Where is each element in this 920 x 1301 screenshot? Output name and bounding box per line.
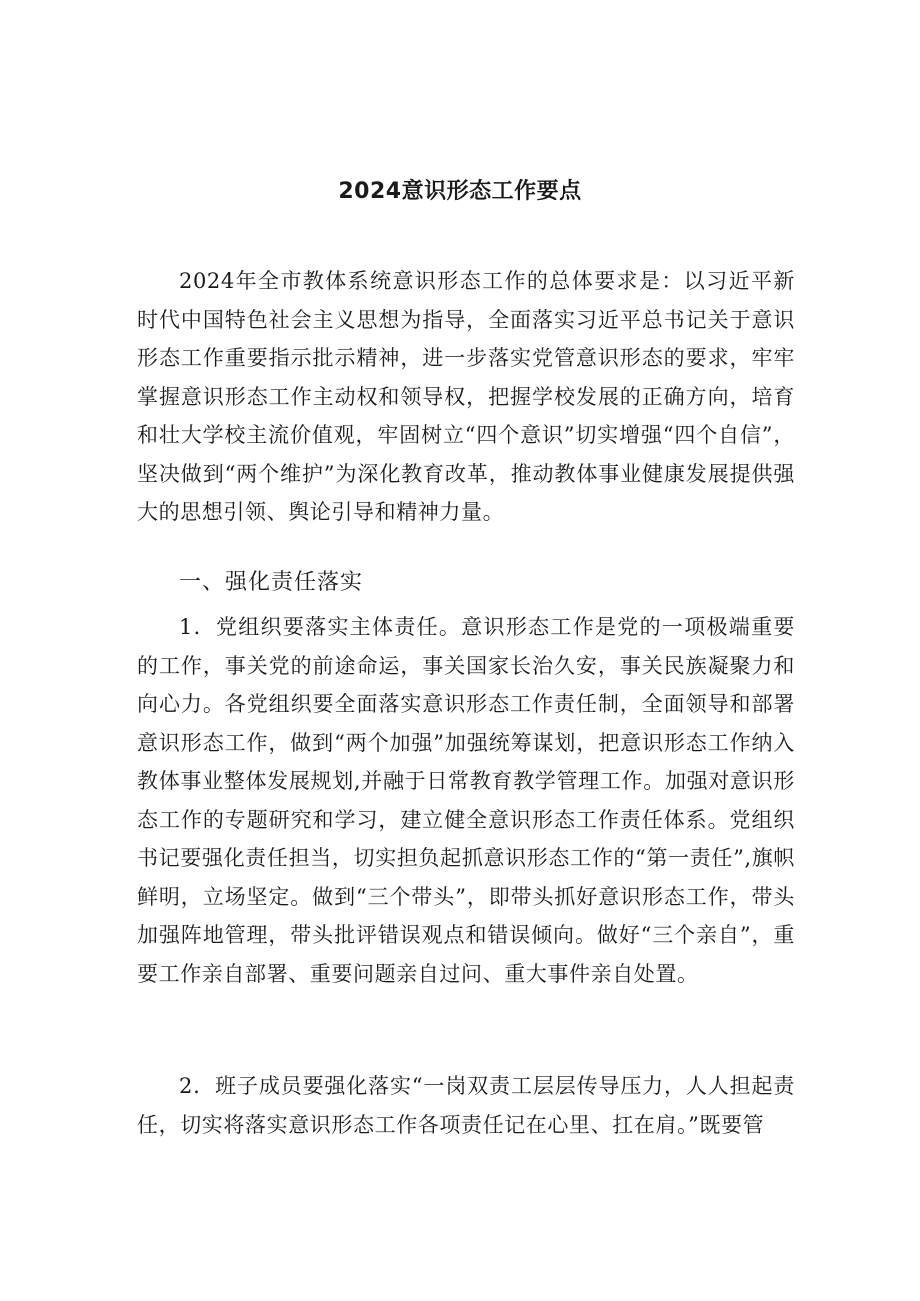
- intro-paragraph: 2024年全市教体系统意识形态工作的总体要求是：以习近平新时代中国特色社会主义思想为指导，全面落实习近平总书记关于意识形态工作重要指示批示精神，进一步落实党管意识形态的要求，牢牢掌握意识形态工作主动权和领导权，把握学校发展的正确方向，培育和壮大学校主流价值观，牢固树立“四个意识”切实增强“四个自信”，坚决做到“两个维护”为深化教育改革，推动教体事业健康发展提供强大的思想引领、舆论引导和精神力量。: [137, 269, 795, 524]
- document-title: 2024意识形态工作要点: [338, 179, 582, 204]
- section-heading: 一、强化责任落实: [179, 570, 364, 595]
- item-1-paragraph: 1．党组织要落实主体责任。意识形态工作是党的一项极端重要的工作，事关党的前途命运，事关国家长治久安，事关民族凝聚力和向心力。各党组织要全面落实意识形态工作责任制，全面领导和部署意识形态工作，做到“两个加强”加强统筹谋划，把意识形态工作纳入教体事业整体发展规划,并融于日常教育教学管理工作。加强对意识形态工作的专题研究和学习，建立健全意识形态工作责任体系。党组织书记要强化责任担当，切实担负起抓意识形态工作的“第一责任”,旗帜鲜明，立场坚定。做到“三个带头”，即带头抓好意识形态工作，带头加强阵地管理，带头批评错误观点和错误倾向。做好“三个亲自”，重要工作亲自部署、重要问题亲自过问、重大事件亲自处置。: [137, 615, 795, 986]
- item-2-paragraph: 2．班子成员要强化落实“一岗双责工层层传导压力，人人担起责任，切实将落实意识形态工作各项责任记在心里、扛在肩。”既要管: [137, 1074, 795, 1137]
